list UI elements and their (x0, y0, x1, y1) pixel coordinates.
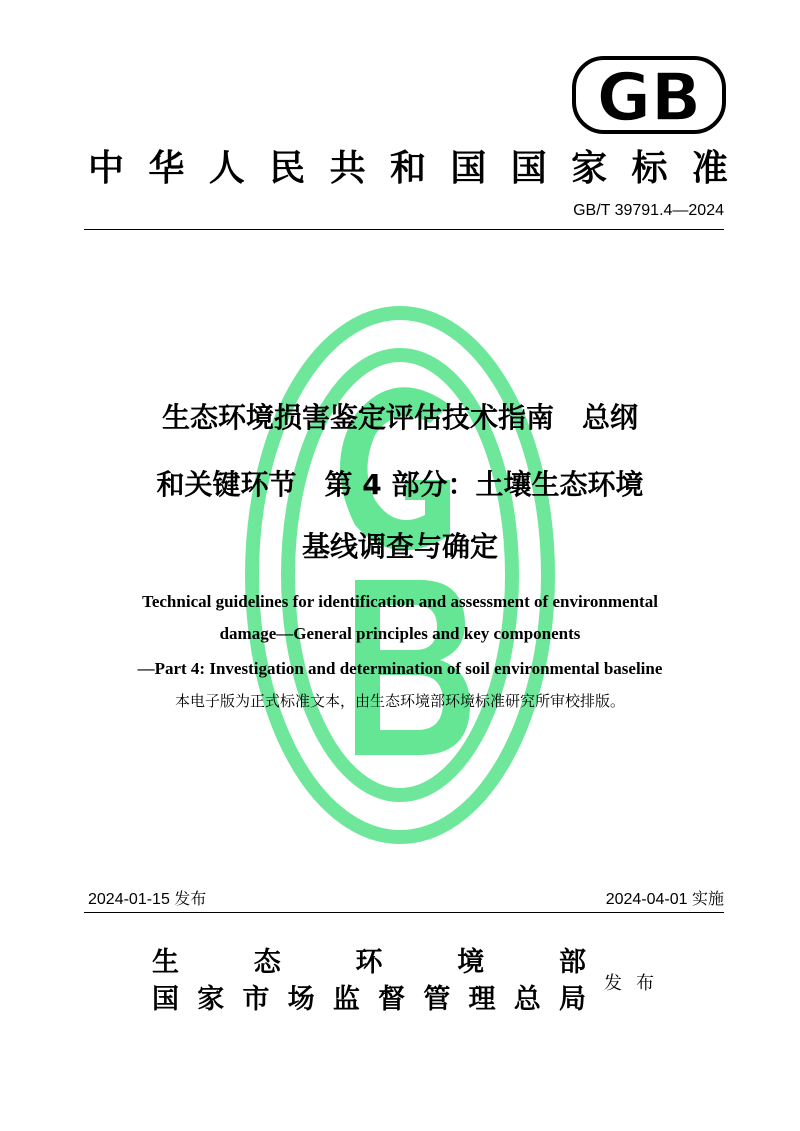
issuer-ministry-char: 态 (253, 947, 281, 978)
issuer-ministry-char: 环 (355, 947, 383, 978)
standard-title-char: 国 (510, 147, 547, 189)
title-en-line-3: —Part 4: Investigation and determination of soil environmental baseline (137, 659, 663, 678)
issuer-ministry-char: 部 (559, 947, 586, 978)
issuer-administration-char: 场 (287, 984, 315, 1015)
issuer-administration-char: 国 (152, 984, 179, 1015)
edition-note: 本电子版为正式标准文本，由生态环境部环境标准研究所审校排版。 (174, 692, 625, 710)
standard-title-char: 准 (691, 147, 728, 189)
standard-title-char: 标 (631, 147, 668, 189)
standard-title-char: 国 (450, 147, 487, 189)
issuer-administration (152, 982, 586, 1018)
issuer-ministry (152, 945, 586, 981)
issuer-administration-char: 管 (423, 984, 451, 1015)
bottom-divider (84, 912, 724, 913)
issue-date: 2024-01-15 发布 (88, 891, 207, 908)
top-divider (84, 229, 724, 230)
standard-number: GB/T 39791.4—2024 (573, 202, 724, 219)
gb-logo-icon (572, 56, 726, 134)
title-en-line-2: damage—General principles and key components (219, 624, 581, 643)
issuer-administration-char: 督 (378, 984, 406, 1015)
standard-title-char: 和 (389, 147, 426, 189)
title-cn-line-3: 基线调查与确定 (301, 530, 498, 563)
issuer-administration-char: 家 (197, 984, 225, 1015)
title-cn-line-2: 和关键环节 第 4 部分：土壤生态环境 (156, 468, 644, 501)
publish-label: 发布 (604, 973, 668, 994)
standard-title-char: 家 (571, 147, 608, 189)
standard-title-char: 人 (208, 147, 245, 189)
issuer-administration-char: 监 (332, 984, 360, 1015)
standard-title-char: 共 (329, 147, 366, 189)
issuer-administration-char: 局 (558, 984, 586, 1015)
implementation-date: 2024-04-01 实施 (605, 891, 724, 908)
issuer-ministry-char: 境 (457, 947, 485, 978)
issuer-administration-char: 市 (242, 984, 270, 1015)
standard-title (88, 140, 728, 196)
standard-title-char: 华 (148, 147, 185, 189)
title-en-line-1: Technical guidelines for identification and assessment of environmental (142, 592, 658, 611)
title-cn-line-1: 生态环境损害鉴定评估技术指南 总纲 (161, 401, 638, 434)
issuer-administration-char: 理 (468, 984, 496, 1015)
issuer-administration-char: 总 (513, 984, 541, 1015)
standard-title-char: 民 (269, 147, 306, 189)
gb-watermark-icon (245, 305, 555, 845)
standard-title-char: 中 (88, 147, 125, 189)
svg-text:GB: GB (596, 59, 702, 134)
issuer-ministry-char: 生 (152, 947, 179, 978)
